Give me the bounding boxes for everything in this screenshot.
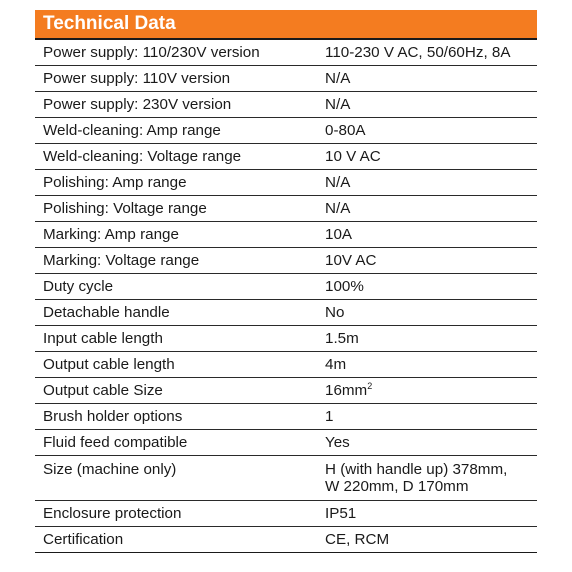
row-label: Duty cycle [43,278,114,295]
row-label: Enclosure protection [43,505,182,522]
row-label: Brush holder options [43,408,183,425]
row-label: Weld-cleaning: Voltage range [43,148,242,165]
row-label: Weld-cleaning: Amp range [43,122,221,139]
superscript: 2 [367,381,373,391]
table-row [35,501,537,527]
table-row [35,274,537,300]
row-label: Detachable handle [43,304,170,321]
row-value: 1.5m [325,330,359,347]
table-row [35,66,537,92]
row-label: Power supply: 110V version [43,70,231,87]
row-value: N/A [325,174,351,191]
row-value: 100% [325,278,364,295]
table-row [35,300,537,326]
row-value [321,378,537,403]
table-row [35,430,537,456]
row-label: Fluid feed compatible [43,434,188,451]
row-label: Marking: Amp range [43,226,179,243]
table-row [35,144,537,170]
row-label: Polishing: Amp range [43,174,187,191]
table-row [35,40,537,66]
value-text: 16mm [325,382,368,399]
row-value: N/A [325,200,351,217]
technical-data-table [35,10,537,553]
row-label: Certification [43,531,124,548]
value-line: W 220mm, D 170mm [325,478,469,495]
row-value [321,456,537,500]
row-value: Yes [325,434,350,451]
row-label: Power supply: 110/230V version [43,44,260,61]
table-row [35,222,537,248]
table-row [35,326,537,352]
row-label: Power supply: 230V version [43,96,232,113]
row-value: 10 V AC [325,148,381,165]
table-header: Technical Data [35,10,537,38]
row-value: 1 [325,408,334,425]
table-row [35,378,537,404]
row-value: 4m [325,356,347,373]
table-row [35,248,537,274]
table-row [35,92,537,118]
row-label: Output cable Size [43,382,163,399]
row-value: 110-230 V AC, 50/60Hz, 8A [325,44,511,61]
row-value: N/A [325,96,351,113]
row-label: Input cable length [43,330,163,347]
row-value: IP51 [325,505,357,522]
row-value: 0-80A [325,122,366,139]
row-value: N/A [325,70,351,87]
row-value: CE, RCM [325,531,390,548]
table-row [35,456,537,501]
table-row [35,118,537,144]
row-label: Size (machine only) [43,461,177,478]
table-row [35,170,537,196]
table-row [35,527,537,553]
row-label: Output cable length [43,356,175,373]
row-value: 10A [325,226,353,243]
value-line: H (with handle up) 378mm, [325,461,508,478]
row-label: Polishing: Voltage range [43,200,207,217]
row-value: 10V AC [325,252,377,269]
row-value: No [325,304,345,321]
table-row [35,196,537,222]
table-row [35,404,537,430]
row-label: Marking: Voltage range [43,252,200,269]
table-row [35,352,537,378]
